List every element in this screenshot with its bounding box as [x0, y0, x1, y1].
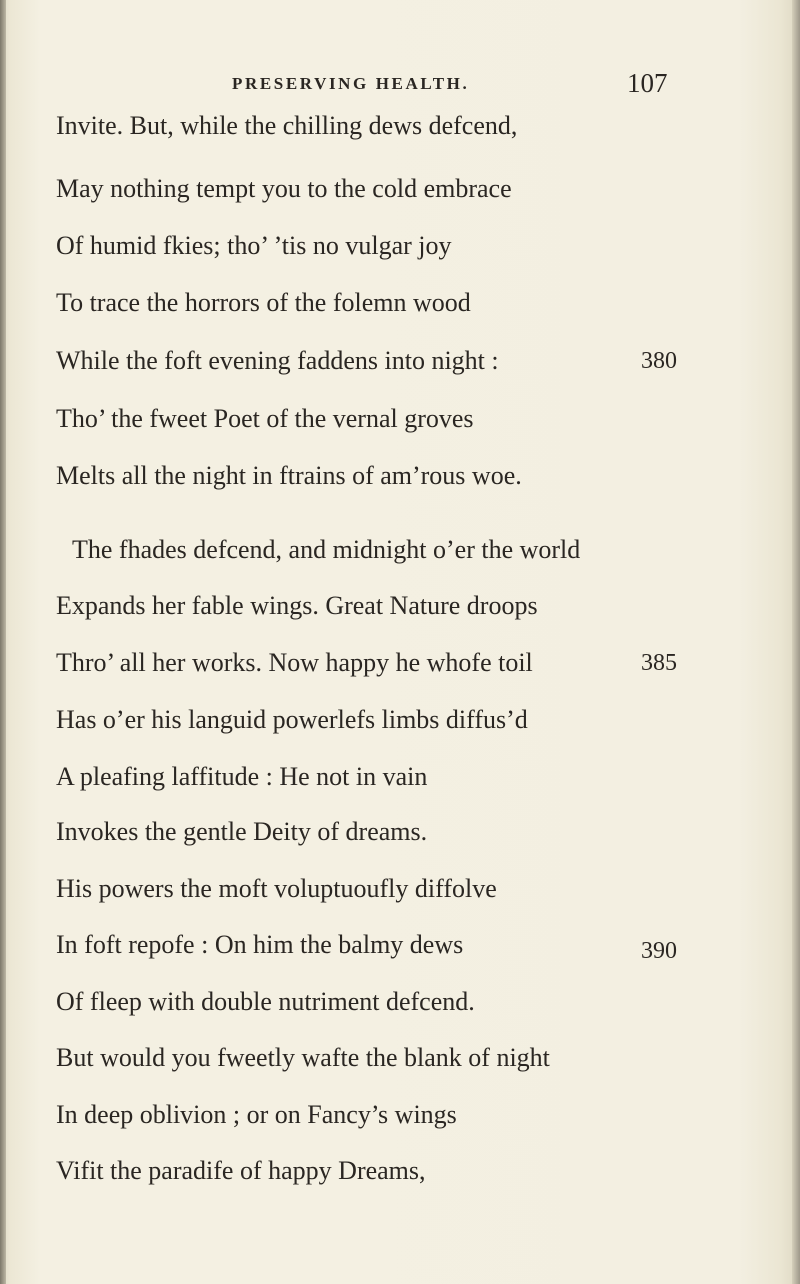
line-number: 380: [641, 348, 677, 374]
verse-line: In deep oblivion ; or on Fancy’s wings: [56, 1100, 457, 1129]
verse-line: Invokes the gentle Deity of dreams.: [56, 817, 428, 846]
verse-line: While the foft evening faddens into night :: [56, 346, 499, 375]
verse-line: Invite. But, while the chilling dews defcend,: [56, 111, 518, 140]
verse-line: Of humid fkies; tho’ ’tis no vulgar joy: [56, 231, 452, 260]
verse-line: The fhades defcend, and midnight o’er the world: [72, 535, 581, 564]
verse-line: Vifit the paradife of happy Dreams,: [56, 1156, 426, 1185]
verse-line: May nothing tempt you to the cold embrace: [56, 174, 512, 203]
page-gutter-left: [0, 0, 6, 1284]
line-number: 390: [641, 938, 677, 964]
page-edge-right: [792, 0, 800, 1284]
verse-line: A pleafing laffitude : He not in vain: [56, 762, 428, 791]
line-number: 385: [641, 650, 677, 676]
verse-line: Has o’er his languid powerlefs limbs diffus’d: [56, 705, 528, 734]
verse-line: His powers the moft voluptuoufly diffolve: [56, 874, 497, 903]
running-header: PRESERVING HEALTH.: [232, 74, 470, 93]
verse-line: In foft repofe : On him the balmy dews: [56, 930, 464, 959]
verse-line: But would you fweetly wafte the blank of night: [56, 1043, 550, 1072]
page-number: 107: [627, 68, 668, 98]
verse-line: Melts all the night in ftrains of am’rous woe.: [56, 461, 522, 490]
verse-line: To trace the horrors of the folemn wood: [56, 288, 471, 317]
verse-line: Tho’ the fweet Poet of the vernal groves: [56, 404, 474, 433]
verse-line: Expands her fable wings. Great Nature droops: [56, 591, 538, 620]
verse-line: Thro’ all her works. Now happy he whofe toil: [56, 648, 533, 677]
verse-line: Of fleep with double nutriment defcend.: [56, 987, 475, 1016]
